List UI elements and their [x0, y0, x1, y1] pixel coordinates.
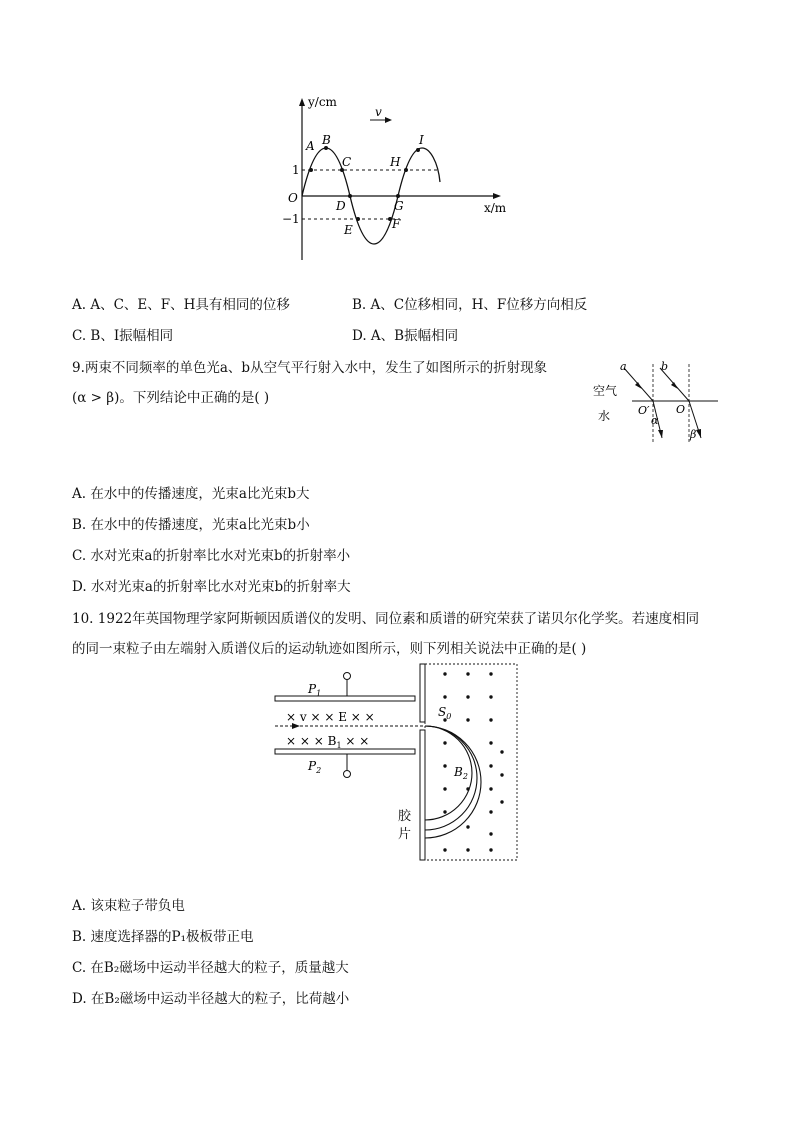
angle-alpha: α [651, 414, 659, 427]
point-d: D [336, 199, 346, 213]
point-c: C [342, 155, 352, 169]
air-label: 空气 [593, 384, 618, 398]
q9-option-b[interactable]: B. 在水中的传播速度，光束a比光束b小 [72, 517, 310, 533]
point-a: A [306, 139, 315, 153]
wave-figure [270, 90, 520, 270]
y-axis-label: y/cm [308, 95, 337, 109]
point-h: H [390, 155, 401, 169]
field-b2-label: $B_2$ [454, 765, 468, 781]
q9-option-a[interactable]: A. 在水中的传播速度，光束a比光束b大 [72, 486, 310, 502]
q10-stem-line2: 的同一束粒子由左端射入质谱仪后的运动轨迹如图所示，则下列相关说法中正确的是( ) [72, 641, 587, 657]
q9-stem-line2: (α > β)。下列结论中正确的是( ) [72, 390, 270, 406]
point-e: E [344, 223, 353, 237]
plate-p1-label: $P_1$ [308, 682, 322, 698]
plate-p2-label: $P_2$ [308, 759, 322, 775]
refraction-figure [590, 358, 725, 448]
q10-stem-line1: 10. 1922年英国物理学家阿斯顿因质谱仪的发明、同位素和质谱的研究荣获了诺贝尔化学奖。若速度相同 [72, 611, 700, 627]
q9-stem-line1: 9.两束不同频率的单色光a、b从空气平行射入水中，发生了如图所示的折射现象 [72, 360, 548, 376]
tick-pos: 1 [292, 163, 300, 177]
q10-option-b[interactable]: B. 速度选择器的P₁极板带正电 [72, 929, 254, 945]
q8-option-a[interactable]: A. A、C、E、F、H具有相同的位移 [72, 297, 290, 313]
point-o: O [676, 403, 686, 416]
velocity-label: v [375, 105, 382, 119]
q8-option-c[interactable]: C. B、I振幅相同 [72, 328, 174, 344]
q9-option-d[interactable]: D. 水对光束a的折射率比水对光束b的折射率大 [72, 579, 351, 595]
point-o-prime: O′ [638, 404, 650, 417]
origin-label: O [288, 191, 298, 205]
x-axis-label: x/m [484, 201, 507, 215]
water-label: 水 [598, 409, 611, 423]
q10-option-a[interactable]: A. 该束粒子带负电 [72, 898, 185, 914]
film-label-1: 胶 [398, 809, 412, 824]
ray-a-label: a [620, 360, 627, 373]
q10-option-c[interactable]: C. 在B₂磁场中运动半径越大的粒子，质量越大 [72, 960, 349, 976]
angle-beta: β [690, 428, 697, 441]
film-label-2: 片 [398, 827, 412, 842]
slit-s0-label: $S_0$ [438, 705, 452, 721]
field-row1: × v × × E × × [286, 710, 375, 724]
field-row2: × × × $B_1$ × × [286, 734, 370, 750]
tick-neg: −1 [282, 212, 300, 226]
q8-option-b[interactable]: B. A、C位移相同，H、F位移方向相反 [352, 297, 588, 313]
q8-option-d[interactable]: D. A、B振幅相同 [352, 328, 459, 344]
mass-spectrometer-figure [270, 662, 530, 864]
point-g: G [394, 199, 404, 213]
q10-option-d[interactable]: D. 在B₂磁场中运动半径越大的粒子，比荷越小 [72, 991, 350, 1007]
point-f: F [392, 217, 401, 231]
ray-b-label: b [661, 360, 669, 373]
q9-option-c[interactable]: C. 水对光束a的折射率比水对光束b的折射率小 [72, 548, 351, 564]
point-b: B [322, 133, 331, 147]
point-i: I [419, 133, 424, 147]
